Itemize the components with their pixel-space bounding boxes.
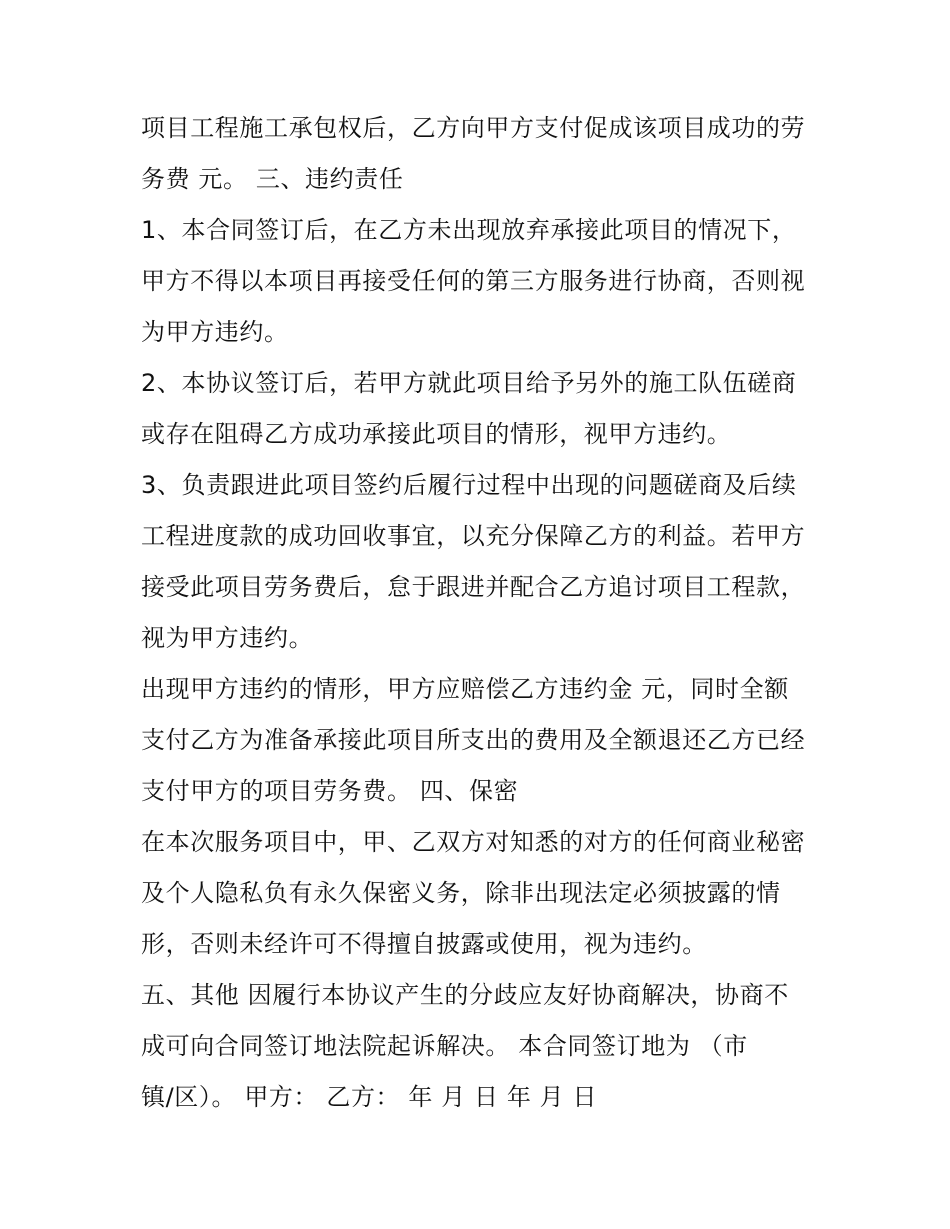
text-line: 或存在阻碍乙方成功承接此项目的情形，视甲方违约。 bbox=[141, 420, 732, 448]
text-line: 成可向合同签订地法院起诉解决。 本合同签订地为 （市 bbox=[141, 1032, 748, 1060]
text-line: 务费 元。 三、违约责任 bbox=[141, 165, 404, 193]
text-line: 支付甲方的项目劳务费。 四、保密 bbox=[141, 777, 519, 805]
text-line: 项目工程施工承包权后，乙方向甲方支付促成该项目成功的劳 bbox=[141, 114, 806, 142]
text-line: 支付乙方为准备承接此项目所支出的费用及全额退还乙方已经 bbox=[141, 726, 806, 754]
text-line: 2、本协议签订后，若甲方就此项目给予另外的施工队伍磋商 bbox=[141, 369, 797, 397]
text-line: 镇/区）。 甲方： 乙方： 年 月 日 年 月 日 bbox=[141, 1083, 598, 1111]
text-line: 出现甲方违约的情形，甲方应赔偿乙方违约金 元，同时全额 bbox=[141, 675, 789, 703]
text-line: 为甲方违约。 bbox=[141, 318, 289, 346]
text-line: 及个人隐私负有永久保密义务，除非出现法定必须披露的情 bbox=[141, 879, 781, 907]
text-line: 甲方不得以本项目再接受任何的第三方服务进行协商，否则视 bbox=[141, 267, 806, 295]
text-line: 形，否则未经许可不得擅自披露或使用，视为违约。 bbox=[141, 930, 707, 958]
text-line: 工程进度款的成功回收事宜，以充分保障乙方的利益。若甲方 bbox=[141, 522, 806, 550]
text-line: 五、其他 因履行本协议产生的分歧应友好协商解决，协商不 bbox=[141, 981, 789, 1009]
text-line: 1、本合同签订后，在乙方未出现放弃承接此项目的情况下， bbox=[141, 216, 797, 244]
text-line: 接受此项目劳务费后，怠于跟进并配合乙方追讨项目工程款， bbox=[141, 573, 806, 601]
text-line: 视为甲方违约。 bbox=[141, 624, 314, 652]
text-line: 3、负责跟进此项目签约后履行过程中出现的问题磋商及后续 bbox=[141, 471, 797, 499]
text-line: 在本次服务项目中，甲、乙双方对知悉的对方的任何商业秘密 bbox=[141, 828, 806, 856]
